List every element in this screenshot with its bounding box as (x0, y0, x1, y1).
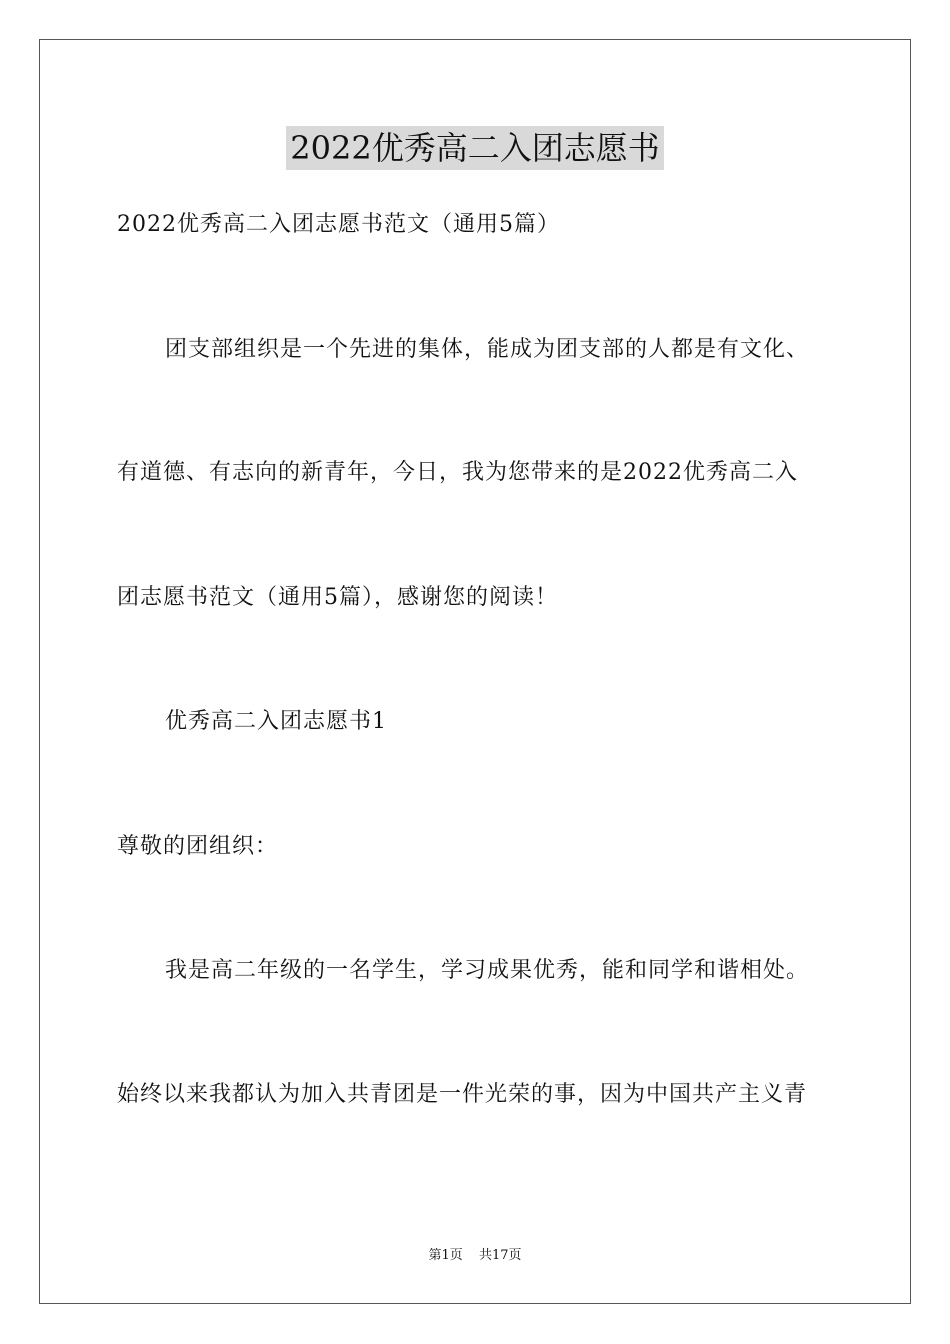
page-total: 共17页 (478, 1248, 522, 1263)
document-title: 2022优秀高二入团志愿书 (286, 126, 663, 170)
paragraph-line: 始终以来我都认为加入共青团是一件光荣的事，因为中国共产主义青 (117, 1082, 808, 1107)
salutation-line: 尊敬的团组织： (117, 834, 279, 859)
paragraph-line: 团支部组织是一个先进的集体，能成为团支部的人都是有文化、 (165, 337, 810, 362)
paragraph-line: 有道德、有志向的新青年，今日，我为您带来的是2022优秀高二入 (117, 460, 798, 485)
paragraph-line: 我是高二年级的一名学生，学习成果优秀，能和同学和谐相处。 (165, 958, 810, 983)
paragraph-line: 团志愿书范文（通用5篇），感谢您的阅读！ (117, 585, 558, 610)
section-heading: 优秀高二入团志愿书1 (165, 709, 387, 734)
page-footer (0, 1247, 950, 1265)
title-container (0, 126, 950, 170)
subtitle-line: 2022优秀高二入团志愿书范文（通用5篇） (117, 212, 560, 237)
page-number: 第1页 (428, 1248, 463, 1263)
